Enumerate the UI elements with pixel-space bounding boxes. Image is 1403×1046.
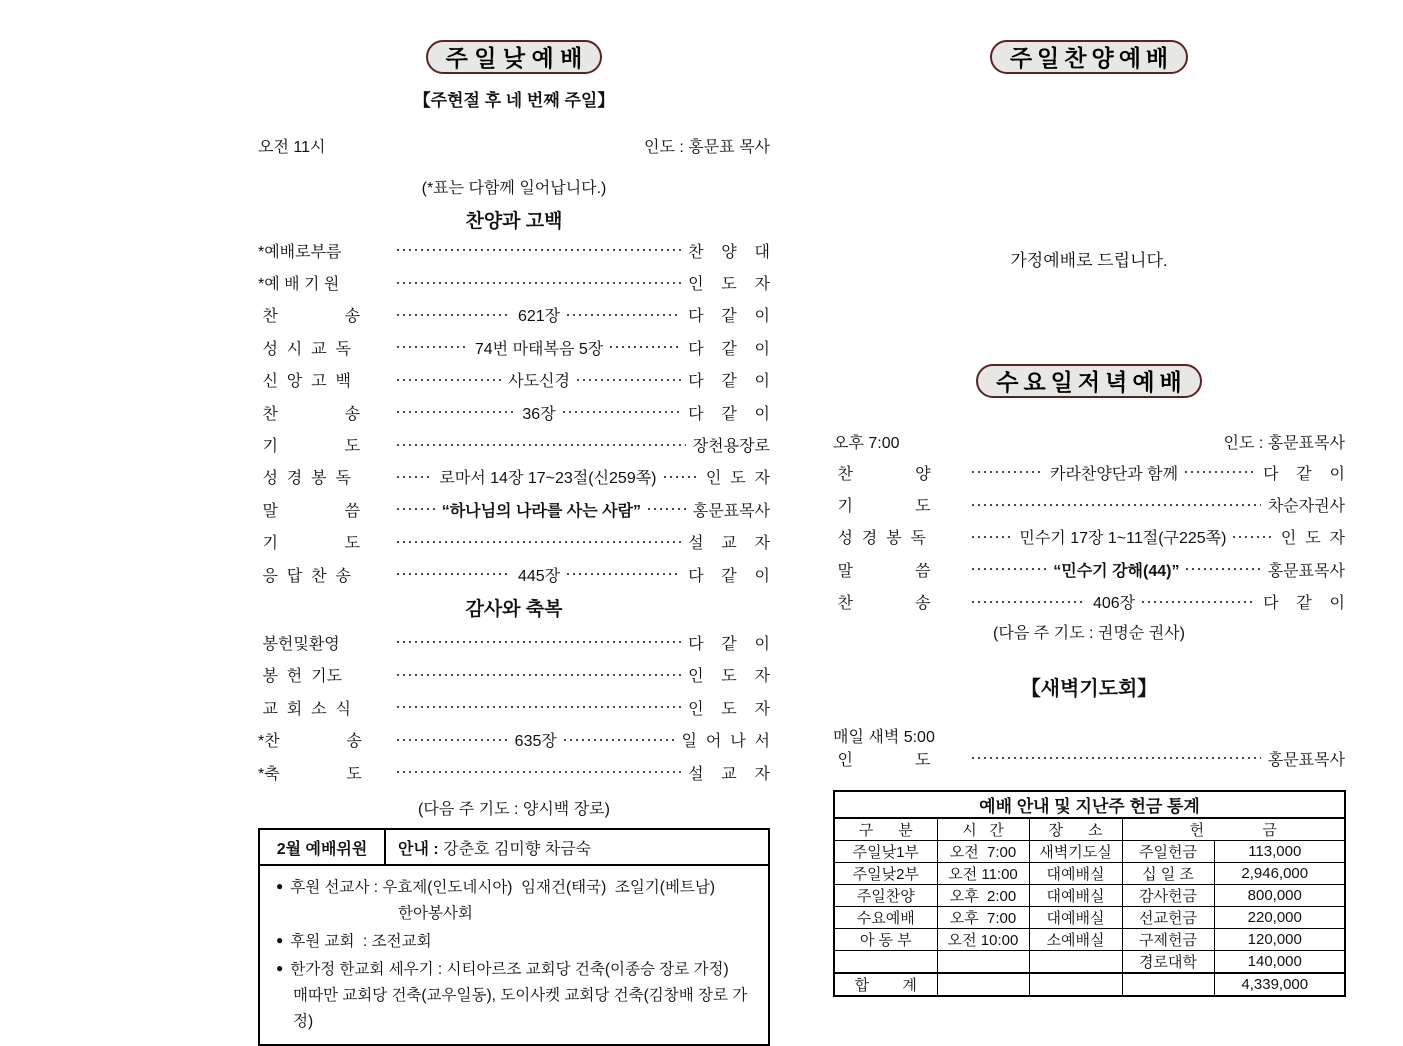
row-label: 봉 헌 기도 xyxy=(258,668,343,686)
row-performer: 인 도 자 xyxy=(705,470,771,488)
order-row xyxy=(258,299,770,331)
cell-place xyxy=(1029,951,1122,974)
row-performer: 인 도 자 xyxy=(688,700,770,718)
row-detail: 민수기 17장 1~11절(구225쪽) xyxy=(1019,530,1227,548)
cell-empty xyxy=(1029,973,1122,996)
dotted-leader xyxy=(577,379,681,381)
worship-committee-label: 2월 예배위원 xyxy=(260,830,386,864)
service-time: 오전 11시 xyxy=(258,139,326,156)
home-worship-notice: 가정예배로 드립니다. xyxy=(1010,251,1168,270)
row-label: 응 답 찬 송 xyxy=(258,567,351,585)
row-label: 성 경 봉 독 xyxy=(258,470,351,488)
row-label: 찬 송 xyxy=(258,405,361,423)
row-detail: 카라찬양단과 함께 xyxy=(1049,465,1179,483)
row-detail: 로마서 14장 17~23절(신259쪽) xyxy=(439,470,657,488)
order-of-worship-wed xyxy=(833,456,1345,618)
order-row xyxy=(258,331,770,363)
bullet-icon: ● xyxy=(276,933,284,948)
order-of-worship-1 xyxy=(258,234,770,590)
order-row-sermon xyxy=(258,493,770,525)
cell-category: 주일낮1부 xyxy=(834,841,937,863)
cell-time: 오후 7:00 xyxy=(937,907,1029,929)
table-total-row xyxy=(834,973,1345,996)
table-row xyxy=(834,885,1345,907)
row-label: 교 회 소 식 xyxy=(258,700,351,718)
row-label: *찬 송 xyxy=(258,733,362,751)
dotted-leader xyxy=(567,573,681,575)
order-row xyxy=(258,691,770,723)
cell-category: 수요예배 xyxy=(834,907,937,929)
table-row xyxy=(834,951,1345,974)
row-label: 신 앙 고 백 xyxy=(258,373,351,391)
order-row xyxy=(833,586,1345,618)
row-detail: 36장 xyxy=(522,405,556,423)
dotted-leader xyxy=(397,282,681,284)
row-detail: 406장 xyxy=(1092,595,1136,613)
row-label: 말 씀 xyxy=(833,562,931,580)
cell-time: 오후 2:00 xyxy=(937,885,1029,907)
bullet-line xyxy=(268,955,760,983)
dotted-leader xyxy=(397,476,432,478)
cell-offering-name: 경로대학 xyxy=(1122,951,1214,974)
cell-total-label: 합 계 xyxy=(834,973,937,996)
order-row xyxy=(258,364,770,396)
table-title-row xyxy=(834,791,1345,818)
info-box-header xyxy=(260,830,768,866)
order-row xyxy=(258,723,770,755)
col-header-time: 시 간 xyxy=(937,818,1029,841)
sunday-day-service-panel xyxy=(258,0,770,1046)
section-thanks-benediction: 감사와 축복 xyxy=(465,599,563,621)
cell-time: 오전 11:00 xyxy=(937,863,1029,885)
dotted-leader xyxy=(972,471,1043,473)
dotted-leader xyxy=(972,601,1086,603)
dotted-leader xyxy=(564,739,675,741)
usher-names: 강춘호 김미향 차금숙 xyxy=(443,841,592,859)
order-row xyxy=(258,756,770,788)
service-time: 오후 7:00 xyxy=(833,435,900,452)
order-row xyxy=(833,456,1345,488)
dotted-leader xyxy=(397,249,681,251)
section-praise-confession: 찬양과 고백 xyxy=(465,211,563,232)
cell-offering-name: 구제헌금 xyxy=(1122,929,1214,951)
cell-time xyxy=(937,951,1029,974)
dawn-prayer-time: 매일 새벽 5:00 xyxy=(833,728,935,746)
service-title-wrap xyxy=(833,364,1345,398)
dotted-leader xyxy=(397,444,686,446)
usher-label: 안내 : xyxy=(398,841,439,859)
cell-offering-name: 십 일 조 xyxy=(1122,863,1214,885)
dotted-leader xyxy=(648,508,686,510)
dotted-leader xyxy=(397,674,681,676)
cell-offering-name: 감사헌금 xyxy=(1122,885,1214,907)
bullet-line xyxy=(268,873,760,901)
row-label: 봉헌및환영 xyxy=(258,635,340,653)
dotted-leader xyxy=(563,411,681,413)
dotted-leader xyxy=(397,508,435,510)
dotted-leader xyxy=(664,476,699,478)
cell-amount: 220,000 xyxy=(1214,907,1345,929)
dotted-leader xyxy=(1233,536,1273,538)
cell-time: 오전 10:00 xyxy=(937,929,1029,951)
dotted-leader xyxy=(1185,471,1256,473)
order-row xyxy=(258,558,770,590)
order-row xyxy=(258,659,770,691)
dotted-leader xyxy=(397,771,681,773)
order-row xyxy=(258,526,770,558)
row-label: *축 도 xyxy=(258,765,362,783)
row-performer: 다 같 이 xyxy=(688,405,771,423)
cell-amount: 800,000 xyxy=(1214,885,1345,907)
row-label: 기 도 xyxy=(833,498,931,516)
col-header-category: 구 분 xyxy=(834,818,937,841)
table-row xyxy=(834,907,1345,929)
row-label: 기 도 xyxy=(258,535,361,553)
service-title-wrap xyxy=(833,40,1345,74)
row-performer: 다 같 이 xyxy=(1263,465,1345,483)
dotted-leader xyxy=(397,379,501,381)
next-week-prayer: (다음 주 기도 : 권명순 권사) xyxy=(993,624,1185,642)
dawn-prayer-title: 【새벽기도회】 xyxy=(1020,677,1158,700)
col-header-offering: 헌 금 xyxy=(1122,818,1345,841)
sunday-day-service-title: 주 일 낮 예 배 xyxy=(426,40,603,74)
cell-place: 새벽기도실 xyxy=(1029,841,1122,863)
sermon-title: “민수기 강해(44)” xyxy=(1053,562,1180,580)
table-row xyxy=(834,841,1345,863)
row-performer: 차순자권사 xyxy=(1267,498,1345,516)
info-box-body xyxy=(260,866,768,1044)
order-row xyxy=(258,396,770,428)
row-label: *예배로부름 xyxy=(258,243,342,261)
dotted-leader xyxy=(567,314,681,316)
row-performer: 다 같 이 xyxy=(688,340,771,358)
dotted-leader xyxy=(397,706,681,708)
row-label: 찬 송 xyxy=(833,595,931,613)
row-label: 말 씀 xyxy=(258,502,361,520)
cell-total-amount: 4,339,000 xyxy=(1214,973,1345,996)
order-row xyxy=(258,428,770,460)
row-performer: 장천용장로 xyxy=(692,438,770,456)
row-label: 인 도 xyxy=(833,751,931,769)
order-row xyxy=(833,742,1345,774)
row-label: 기 도 xyxy=(258,438,361,456)
row-performer: 다 같 이 xyxy=(688,373,771,391)
cell-category xyxy=(834,951,937,974)
cell-amount: 120,000 xyxy=(1214,929,1345,951)
row-label: 성 경 봉 독 xyxy=(833,530,926,548)
order-row xyxy=(833,488,1345,520)
row-performer: 홍문표목사 xyxy=(692,502,771,520)
sunday-praise-service-title: 주일찬양예배 xyxy=(990,40,1188,74)
service-title-wrap xyxy=(258,40,770,74)
bullet-continuation: 한아봉사회 xyxy=(398,905,473,923)
row-performer: 일 어 나 서 xyxy=(681,733,770,751)
order-row xyxy=(258,461,770,493)
cell-offering-name: 주일헌금 xyxy=(1122,841,1214,863)
cell-place: 대예배실 xyxy=(1029,885,1122,907)
service-meta-row xyxy=(258,134,770,156)
right-services-panel xyxy=(833,0,1345,997)
table-row xyxy=(834,863,1345,885)
cell-amount: 113,000 xyxy=(1214,841,1345,863)
order-row-sermon xyxy=(833,553,1345,585)
cell-empty xyxy=(1122,973,1214,996)
row-performer: 인 도 자 xyxy=(688,668,770,686)
row-performer: 홍문표목사 xyxy=(1267,751,1345,769)
stand-note: (*표는 다함께 일어납니다.) xyxy=(421,180,607,197)
wednesday-evening-service-title: 수요일저녁예배 xyxy=(976,364,1202,398)
monthly-info-box xyxy=(258,828,770,1046)
row-performer: 인 도 자 xyxy=(688,276,770,294)
dotted-leader xyxy=(972,536,1012,538)
dotted-leader xyxy=(397,573,511,575)
bullet-text: 한가정 한교회 세우기 : 시티아르조 교회당 건축(이종승 장로 가정) xyxy=(290,961,729,979)
cell-category: 아 동 부 xyxy=(834,929,937,951)
row-performer: 찬 양 대 xyxy=(688,243,770,261)
order-row xyxy=(258,626,770,658)
table-row xyxy=(834,929,1345,951)
dotted-leader xyxy=(610,346,681,348)
cell-offering-name: 선교헌금 xyxy=(1122,907,1214,929)
cell-place: 대예배실 xyxy=(1029,863,1122,885)
dotted-leader xyxy=(397,641,681,643)
next-week-prayer: (다음 주 기도 : 양시백 장로) xyxy=(418,801,610,819)
service-meta-row xyxy=(833,430,1345,452)
service-leader: 인도 : 홍문표목사 xyxy=(1223,435,1345,452)
cell-place: 소예배실 xyxy=(1029,929,1122,951)
row-performer: 설 교 자 xyxy=(688,765,770,783)
row-detail: 621장 xyxy=(517,308,561,326)
dotted-leader xyxy=(1186,568,1260,570)
row-detail: 445장 xyxy=(517,567,561,585)
dotted-leader xyxy=(397,346,468,348)
bullet-text: 후원 선교사 : 우효제(인도네시아) 임재건(태국) 조일기(베트남) xyxy=(290,879,716,897)
table-header-row xyxy=(834,818,1345,841)
bullet-icon: ● xyxy=(276,961,284,976)
order-row xyxy=(833,521,1345,553)
row-performer: 다 같 이 xyxy=(688,308,770,326)
cell-time: 오전 7:00 xyxy=(937,841,1029,863)
row-performer: 인 도 자 xyxy=(1280,530,1345,548)
cell-amount: 2,946,000 xyxy=(1214,863,1345,885)
order-of-worship-2 xyxy=(258,626,770,788)
row-label: 성 시 교 독 xyxy=(258,340,351,358)
row-performer: 홍문표목사 xyxy=(1267,562,1345,580)
row-detail: 사도신경 xyxy=(508,373,570,391)
dotted-leader xyxy=(972,568,1046,570)
cell-category: 주일찬양 xyxy=(834,885,937,907)
row-performer: 다 같 이 xyxy=(688,567,770,585)
usher-info xyxy=(386,830,768,864)
service-leader: 인도 : 홍문표 목사 xyxy=(644,139,770,156)
dotted-leader xyxy=(972,757,1261,759)
bullet-line xyxy=(268,927,760,955)
sermon-title: “하나님의 나라를 사는 사람” xyxy=(441,502,642,520)
row-performer: 설 교 자 xyxy=(688,535,770,553)
bullet-text: 후원 교회 : 조전교회 xyxy=(290,933,432,951)
cell-place: 대예배실 xyxy=(1029,907,1122,929)
dotted-leader xyxy=(397,739,508,741)
row-label: 찬 양 xyxy=(833,465,931,483)
row-performer: 다 같 이 xyxy=(1263,595,1345,613)
cell-empty xyxy=(937,973,1029,996)
offering-statistics-table xyxy=(833,790,1346,997)
order-row xyxy=(258,266,770,298)
bullet-continuation: 매따만 교회당 건축(교우일동), 도이사켓 교회당 건축(김창배 장로 가정) xyxy=(293,987,748,1031)
dotted-leader xyxy=(397,411,515,413)
dotted-leader xyxy=(972,504,1261,506)
row-detail: 74번 마태복음 5장 xyxy=(474,340,604,358)
cell-category: 주일낮2부 xyxy=(834,863,937,885)
row-detail: 635장 xyxy=(514,733,557,751)
row-performer: 다 같 이 xyxy=(688,635,770,653)
col-header-place: 장 소 xyxy=(1029,818,1122,841)
row-label: *예 배 기 원 xyxy=(258,276,340,294)
order-row xyxy=(258,234,770,266)
dotted-leader xyxy=(397,314,511,316)
row-label: 찬 송 xyxy=(258,308,361,326)
bullet-icon: ● xyxy=(276,879,284,894)
dotted-leader xyxy=(397,541,681,543)
table-title: 예배 안내 및 지난주 헌금 통계 xyxy=(834,791,1345,818)
liturgical-week-subtitle: 【주현절 후 네 번째 주일】 xyxy=(413,91,615,110)
cell-amount: 140,000 xyxy=(1214,951,1345,974)
dotted-leader xyxy=(1142,601,1256,603)
